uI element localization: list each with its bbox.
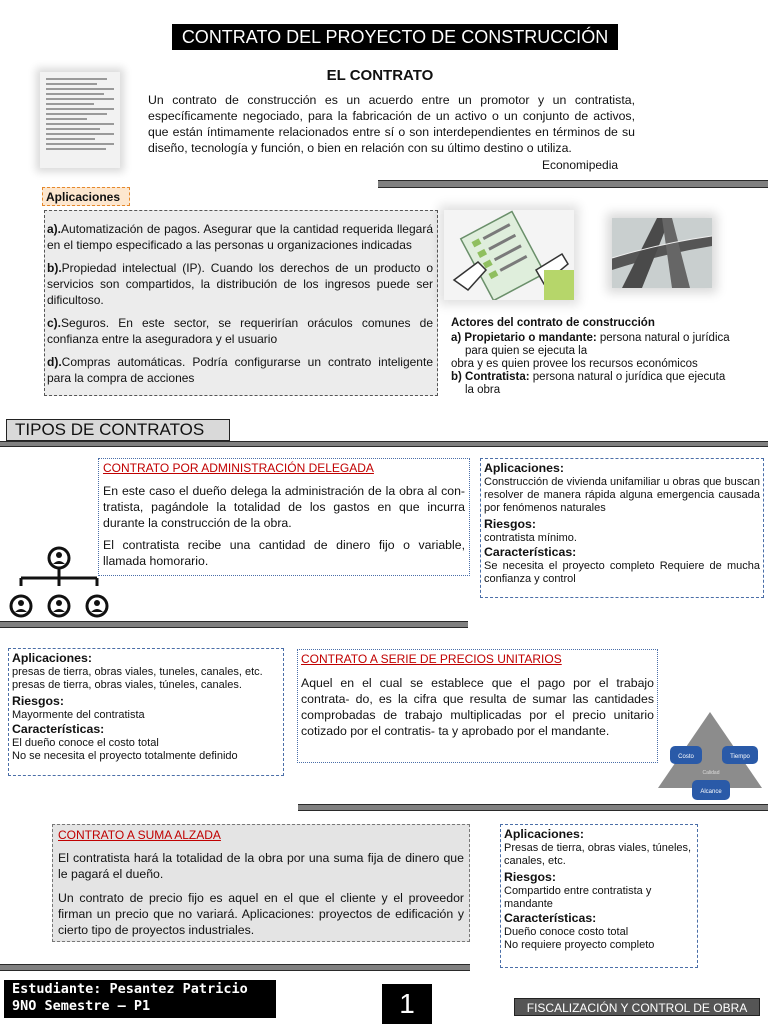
list-item: c).Seguros. En este sector, se requerirían oráculos comunes de confianza entre la aseguradora y el usuario	[47, 316, 433, 346]
admin-side-box: Aplicaciones: Construcción de vivienda unifamiliar u obras que buscan resolver de manera rápida alguna emergencia causada por fenómenos naturales Riesgos: contratista mínimo. Características: Se necesita el proyecto completo Requiere de mucha confianza y control	[480, 458, 764, 598]
page-number: 1	[382, 984, 432, 1024]
divider	[0, 621, 468, 628]
aplicaciones-tag: Aplicaciones	[42, 187, 130, 206]
triangle-label-alcance: Alcance	[700, 789, 722, 795]
suma-side-box: Aplicaciones: Presas de tierra, obras viales, túneles, canales, etc. Riesgos: Compartido entre contratista y mandante Características: Dueño conoce costo total No requiere proyecto completo	[500, 824, 698, 968]
divider	[378, 180, 768, 188]
list-item: d).Compras automáticas. Podría configurarse un contrato inteligente para la compra de acciones	[47, 355, 433, 385]
actores-section: Actores del contrato de construcción a) Propietario o mandante: persona natural o jurídica para quien se ejecuta la obra y es quien provee los recursos económicos b) Contratista: persona natural o jurídica que ejecuta la obra	[451, 317, 751, 397]
triangle-label-calidad: Calidad	[702, 770, 720, 776]
triangle-label-costo: Costo	[678, 754, 694, 760]
org-hierarchy-icon	[8, 546, 110, 618]
admin-contract-title: CONTRATO POR ADMINISTRACIÓN DELEGADA	[103, 461, 374, 475]
document-icon	[40, 72, 120, 168]
list-item: a).Automatización de pagos. Asegurar que la cantidad requerida llegará en el tiempo especificado a las personas u organizaciones indicadas	[47, 222, 433, 252]
highway-icon	[612, 218, 712, 288]
divider	[0, 964, 470, 971]
admin-contract-box: CONTRATO POR ADMINISTRACIÓN DELEGADA En este caso el dueño delega la administración de la obra al con- tratista, pagándole la totalidad de los gastos en que incurra durante la construcción de la obra. El contratista recibe una cantidad de dinero fijo o variable, llamada homorario.	[98, 458, 470, 576]
student-info: Estudiante: Pesantez Patricio 9NO Semestre – P1	[4, 980, 276, 1018]
aplicaciones-box	[44, 210, 438, 396]
page-title: CONTRATO DEL PROYECTO DE CONSTRUCCIÓN	[172, 24, 618, 50]
source-label: Economipedia	[542, 158, 619, 172]
divider	[0, 441, 768, 447]
serie-contract-box: CONTRATO A SERIE DE PRECIOS UNITARIOS Aquel en el cual se establece que el pago por el trabajo contrata- do, es la cifra que resulta de sumar las cantidades comprobadas de trabajo multiplicadas por el precio unitario cotizado por el contratis- ta y aprobado por el mandante.	[297, 649, 658, 763]
section-heading: EL CONTRATO	[326, 67, 434, 84]
triangle-label-tiempo: Tiempo	[730, 754, 750, 760]
divider	[298, 804, 768, 811]
actores-heading: Actores del contrato de construcción	[451, 317, 655, 329]
serie-contract-title: CONTRATO A SERIE DE PRECIOS UNITARIOS	[301, 652, 562, 666]
suma-contract-title: CONTRATO A SUMA ALZADA	[58, 828, 221, 842]
section-title-tipos: TIPOS DE CONTRATOS	[6, 419, 230, 441]
list-item: b).Propiedad intelectual (IP). Cuando los derechos de un producto o servicios son compartidos, la distribución de los ingresos puede ser dificultoso.	[47, 261, 433, 307]
serie-side-box: Aplicaciones: presas de tierra, obras viales, tuneles, canales, etc. presas de tierra, obras viales, túneles, canales. Riesgos: Mayormente del contratista Características: El dueño conoce el costo total No se necesita el proyecto totalmente definido	[8, 648, 284, 776]
course-label: FISCALIZACIÓN Y CONTROL DE OBRA	[514, 998, 760, 1016]
intro-paragraph: Un contrato de construcción es un acuerdo entre un promotor y un contratista, específicamente negociado, para la fabricación de un activo o un conjunto de activos, que están íntimamente relacionados entre sí o son interdependientes en términos de su diseño, tecnología y función, o bien en relación con su último destino o utiliza.	[148, 93, 635, 155]
suma-contract-box: CONTRATO A SUMA ALZADA El contratista hará la totalidad de la obra por una suma fija de dinero que le pagará el dueño. Un contrato de precio fijo es aquel en el que el cliente y el proveedor firman un precio que no variará. Aplicaciones: proyectos de edificación y cierto tipo de proyectos industriales.	[52, 824, 470, 942]
triangle-diagram-icon	[658, 712, 762, 804]
contract-signing-icon	[444, 210, 574, 300]
